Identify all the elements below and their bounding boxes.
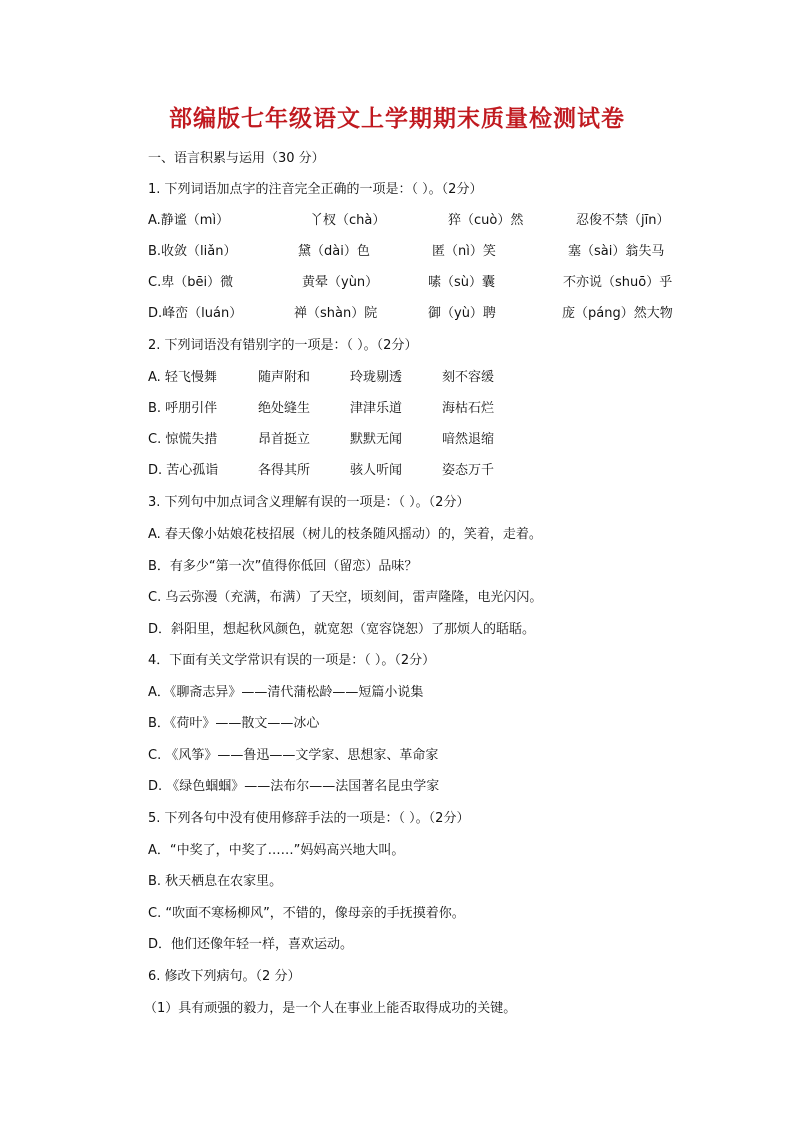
q2-row-c — [148, 428, 678, 448]
q2-option: 随声附和 — [258, 370, 311, 385]
section-heading: 一、语言积累与运用（30 分） — [148, 151, 325, 166]
q1-option: 御（yù）聘 — [428, 306, 496, 321]
q1-row-c — [148, 271, 678, 291]
page-title: 部编版七年级语文上学期期末质量检测试卷 — [169, 105, 625, 132]
q5-option-a: A．“中奖了，中奖了……”妈妈高兴地大叫。 — [148, 843, 405, 858]
q1-option: 庞（páng）然大物 — [562, 306, 673, 321]
q5-option-b: B. 秋天栖息在农家里。 — [148, 874, 283, 889]
q2-option: 骇人听闻 — [350, 463, 403, 478]
question-3-stem: 3. 下列句中加点词含义理解有误的一项是：（ ）。（2分） — [148, 495, 470, 510]
q2-option: B. 呼朋引伴 — [148, 401, 218, 416]
q4-option-d: D. 《绿色蝈蝈》——法布尔——法国著名昆虫学家 — [148, 779, 440, 794]
q1-option: C.卑（bēi）微 — [148, 275, 234, 290]
q4-option-c: C. 《风筝》——鲁迅——文学家、思想家、革命家 — [148, 748, 439, 763]
q2-option: A. 轻飞慢舞 — [148, 370, 217, 385]
q6-sub-1: （1）具有顽强的毅力，是一个人在事业上能否取得成功的关键。 — [144, 1001, 517, 1016]
q1-option: 黛（dài）色 — [298, 244, 370, 259]
q2-option: 喑然退缩 — [442, 432, 495, 447]
q1-option: 丫杈（chà） — [310, 213, 386, 228]
q5-option-d: D．他们还像年轻一样，喜欢运动。 — [148, 937, 354, 952]
question-6-stem: 6. 修改下列病句。（2 分） — [148, 969, 301, 984]
q1-option: 嗉（sù）囊 — [428, 275, 496, 290]
q2-option: 津津乐道 — [350, 401, 403, 416]
q3-option-b: B．有多少“第一次”值得你低回（留恋）品味？ — [148, 559, 418, 574]
q4-option-b: B．《荷叶》——散文——冰心 — [148, 716, 320, 731]
q3-option-d: D．斜阳里，想起秋风颜色，就宽恕（宽容饶恕）了那烦人的聒聒。 — [148, 622, 536, 637]
question-5-stem: 5. 下列各句中没有使用修辞手法的一项是：（ ）。（2分） — [148, 811, 470, 826]
q1-option: D.峰峦（luán） — [148, 306, 243, 321]
q2-option: 海枯石烂 — [442, 401, 495, 416]
q2-option: 各得其所 — [258, 463, 311, 478]
q1-row-b — [148, 240, 678, 260]
q1-option: 禅（shàn）院 — [294, 306, 378, 321]
q3-option-a: A. 春天像小姑娘花枝招展（树儿的枝条随风摇动）的，笑着，走着。 — [148, 527, 542, 542]
q1-option: 塞（sài）翁失马 — [568, 244, 665, 259]
question-2-stem: 2. 下列词语没有错别字的一项是：（ ）。（2分） — [148, 338, 418, 353]
q2-option: 姿态万千 — [442, 463, 495, 478]
q1-option: 黄晕（yùn） — [302, 275, 379, 290]
q1-row-a — [148, 209, 678, 229]
q1-option: 忍俊不禁（jīn） — [576, 213, 670, 228]
q1-option: A.静谧（mì） — [148, 213, 230, 228]
q2-option: 刻不容缓 — [442, 370, 495, 385]
q1-option: 匿（nì）笑 — [432, 244, 496, 259]
q1-option: 猝（cuò）然 — [448, 213, 524, 228]
q2-option: D. 苦心孤诣 — [148, 463, 219, 478]
q5-option-c: C. “吹面不寒杨柳风”，不错的，像母亲的手抚摸着你。 — [148, 906, 465, 921]
q2-option: 玲珑剔透 — [350, 370, 403, 385]
q1-row-d — [148, 302, 678, 322]
question-4-stem: 4．下面有关文学常识有误的一项是：（ ）。（2分） — [148, 653, 436, 668]
q1-option: B.收敛（liǎn） — [148, 244, 237, 259]
q2-row-a — [148, 366, 678, 386]
q2-option: 昂首挺立 — [258, 432, 311, 447]
q3-option-c: C. 乌云弥漫（充满，布满）了天空，顷刻间，雷声隆隆，电光闪闪。 — [148, 590, 543, 605]
question-1-stem: 1. 下列词语加点字的注音完全正确的一项是：（ ）。（2分） — [148, 182, 483, 197]
q2-option: C. 惊慌失措 — [148, 432, 218, 447]
q2-option: 绝处缝生 — [258, 401, 311, 416]
q2-option: 默默无闻 — [350, 432, 403, 447]
q1-option: 不亦说（shuō）乎 — [563, 275, 673, 290]
q2-row-d — [148, 459, 678, 479]
q2-row-b — [148, 397, 678, 417]
q4-option-a: A．《聊斋志异》——清代蒲松龄——短篇小说集 — [148, 685, 424, 700]
